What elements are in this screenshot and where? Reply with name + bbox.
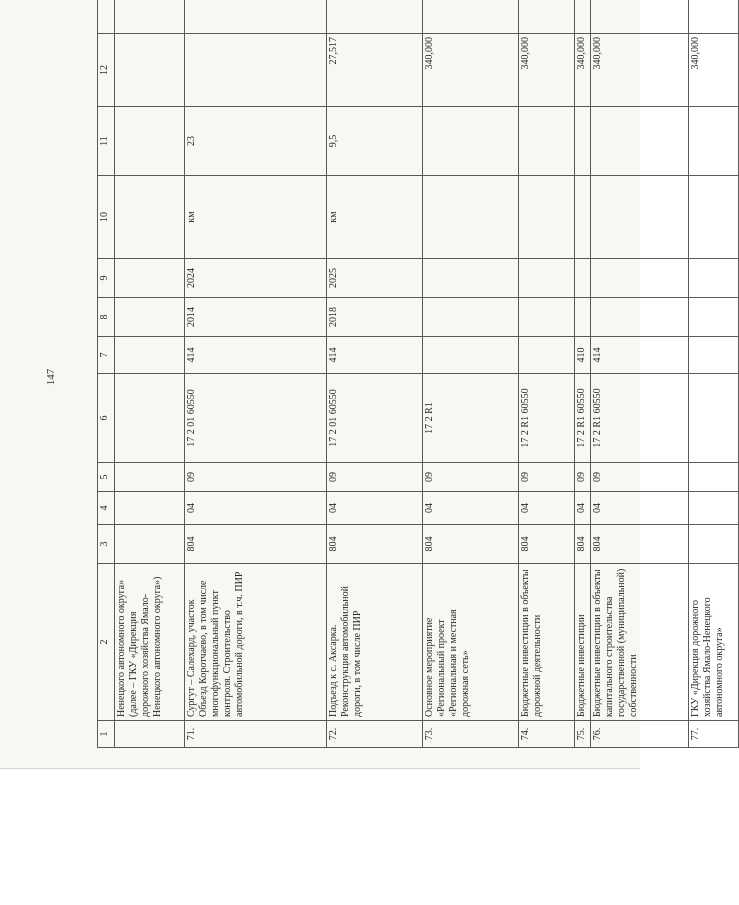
table-cell-c1: 73. xyxy=(423,721,519,748)
header-cell xyxy=(98,0,115,34)
table-cell-c6: 17 2 R1 60550 xyxy=(519,374,575,463)
table-cell-c9 xyxy=(115,259,185,298)
table-cell-c8 xyxy=(115,298,185,337)
table-cell-c9 xyxy=(423,259,519,298)
table-cell-c10 xyxy=(519,176,575,259)
table-cell-c11: 9,5 xyxy=(327,107,423,176)
table-cell-c3 xyxy=(115,525,185,564)
page-number: 147 xyxy=(45,368,57,386)
table-cell-c9 xyxy=(689,259,739,298)
header-cell: 4 xyxy=(98,492,115,525)
table-cell-c2: Основное мероприятие «Региональный проект «Региональная и местная дорожная сеть» xyxy=(423,564,519,721)
table-cell-c13 xyxy=(185,0,327,34)
table-cell-c5: 09 xyxy=(591,463,689,492)
table-container xyxy=(97,18,725,766)
table-cell-c4: 04 xyxy=(185,492,327,525)
table-cell-c6 xyxy=(115,374,185,463)
table-cell-c8: 2014 xyxy=(185,298,327,337)
header-row xyxy=(98,0,115,748)
table-cell-c13 xyxy=(423,0,519,34)
table-cell-c10 xyxy=(689,176,739,259)
rotated-table-frame xyxy=(97,18,725,748)
table-cell-c10 xyxy=(115,176,185,259)
table-cell-c3 xyxy=(689,525,739,564)
table-cell-c4: 04 xyxy=(591,492,689,525)
table-cell-c3: 804 xyxy=(185,525,327,564)
table-cell-c7: 414 xyxy=(591,337,689,374)
table-cell-c5: 09 xyxy=(327,463,423,492)
header-cell: 12 xyxy=(98,34,115,107)
table-cell-c2: Ненецкого автономного округа» (далее – ГКУ «Дирекция дорожного хозяйства Ямало-Ненецкого автономного округа») xyxy=(115,564,185,721)
table-row xyxy=(327,0,423,748)
header-cell: 6 xyxy=(98,374,115,463)
table-cell-c1 xyxy=(115,721,185,748)
table-cell-c8: 2018 xyxy=(327,298,423,337)
table-cell-c10: км xyxy=(185,176,327,259)
table-cell-c12 xyxy=(115,34,185,107)
table-row xyxy=(575,0,591,748)
table-cell-c6 xyxy=(689,374,739,463)
table-cell-c3: 804 xyxy=(575,525,591,564)
header-cell: 8 xyxy=(98,298,115,337)
table-cell-c3: 804 xyxy=(591,525,689,564)
table-body xyxy=(115,0,739,748)
table-cell-c7: 414 xyxy=(327,337,423,374)
table-cell-c5: 09 xyxy=(185,463,327,492)
table-cell-c12: 340,000 xyxy=(423,34,519,107)
table-cell-c5: 09 xyxy=(575,463,591,492)
table-cell-c7 xyxy=(519,337,575,374)
table-cell-c10: км xyxy=(327,176,423,259)
table-cell-c13 xyxy=(591,0,689,34)
table-cell-c5 xyxy=(115,463,185,492)
table-cell-c12: 27,517 xyxy=(327,34,423,107)
header-cell: 7 xyxy=(98,337,115,374)
table-cell-c5 xyxy=(689,463,739,492)
table-cell-c7 xyxy=(423,337,519,374)
table-cell-c1: 75. xyxy=(575,721,591,748)
table-cell-c8 xyxy=(689,298,739,337)
table-cell-c12: 340,000 xyxy=(591,34,689,107)
table-cell-c11 xyxy=(423,107,519,176)
table-cell-c12: 340,000 xyxy=(519,34,575,107)
table-row xyxy=(689,0,739,748)
table-cell-c7: 414 xyxy=(185,337,327,374)
table-cell-c7 xyxy=(689,337,739,374)
table-row xyxy=(185,0,327,748)
table-cell-c9: 2024 xyxy=(185,259,327,298)
header-cell: 5 xyxy=(98,463,115,492)
table-cell-c2: Бюджетные инвестиции в объекты дорожной деятельности xyxy=(519,564,575,721)
table-cell-c2: ГКУ «Дирекция дорожного хозяйства Ямало-Ненецкого автономного округа» xyxy=(689,564,739,721)
table-cell-c4 xyxy=(689,492,739,525)
header-cell: 1 xyxy=(98,721,115,748)
table-cell-c11: 23 xyxy=(185,107,327,176)
table-cell-c4 xyxy=(115,492,185,525)
table-cell-c6: 17 2 R1 60550 xyxy=(591,374,689,463)
table-cell-c11 xyxy=(115,107,185,176)
table-cell-c8 xyxy=(519,298,575,337)
table-cell-c1: 76. xyxy=(591,721,689,748)
table-cell-c1: 71. xyxy=(185,721,327,748)
table-cell-c2: Бюджетные инвестиции в объекты капитального строительства государственной (муниципальной) собственности xyxy=(591,564,689,721)
header-cell: 2 xyxy=(98,564,115,721)
header-cell: 11 xyxy=(98,107,115,176)
table-cell-c1: 72. xyxy=(327,721,423,748)
table-cell-c3: 804 xyxy=(327,525,423,564)
table-cell-c11 xyxy=(519,107,575,176)
table-cell-c7: 410 xyxy=(575,337,591,374)
table-cell-c1: 74. xyxy=(519,721,575,748)
table-cell-c1: 77. xyxy=(689,721,739,748)
table-cell-c10 xyxy=(575,176,591,259)
header-cell: 3 xyxy=(98,525,115,564)
table-cell-c6: 17 2 01 60550 xyxy=(185,374,327,463)
table-cell-c12 xyxy=(185,34,327,107)
table-cell-c5: 09 xyxy=(519,463,575,492)
table-cell-c13 xyxy=(689,0,739,34)
table-cell-c12: 340,000 xyxy=(575,34,591,107)
table-cell-c13 xyxy=(519,0,575,34)
table-cell-c5: 09 xyxy=(423,463,519,492)
table-cell-c13 xyxy=(115,0,185,34)
budget-table xyxy=(97,0,739,748)
table-cell-c6: 17 2 R1 xyxy=(423,374,519,463)
table-cell-c11 xyxy=(689,107,739,176)
table-cell-c4: 04 xyxy=(327,492,423,525)
table-cell-c2: Подъезд к с. Аксарка. Реконструкция автомобильной дороги, в том числе ПИР xyxy=(327,564,423,721)
table-cell-c2: Сургут – Салехард, участок Объезд Коротчаево, в том числе многофункциональный пункт контроля. Строительство автомобильной дороги, в т.ч. ПИР xyxy=(185,564,327,721)
table-cell-c8 xyxy=(575,298,591,337)
table-cell-c10 xyxy=(591,176,689,259)
table-cell-c11 xyxy=(575,107,591,176)
table-cell-c3: 804 xyxy=(519,525,575,564)
table-row xyxy=(423,0,519,748)
table-cell-c6: 17 2 01 60550 xyxy=(327,374,423,463)
table-row xyxy=(591,0,689,748)
table-cell-c7 xyxy=(115,337,185,374)
table-cell-c4: 04 xyxy=(423,492,519,525)
table-cell-c6: 17 2 R1 60550 xyxy=(575,374,591,463)
table-cell-c13 xyxy=(327,0,423,34)
table-cell-c9 xyxy=(519,259,575,298)
table-cell-c13 xyxy=(575,0,591,34)
table-cell-c3: 804 xyxy=(423,525,519,564)
table-cell-c9 xyxy=(575,259,591,298)
table-cell-c4: 04 xyxy=(519,492,575,525)
table-row xyxy=(115,0,185,748)
table-cell-c12: 340,000 xyxy=(689,34,739,107)
table-cell-c9: 2025 xyxy=(327,259,423,298)
header-cell: 9 xyxy=(98,259,115,298)
header-cell: 10 xyxy=(98,176,115,259)
table-cell-c8 xyxy=(591,298,689,337)
table-cell-c2: Бюджетные инвестиции xyxy=(575,564,591,721)
table-cell-c8 xyxy=(423,298,519,337)
table-cell-c10 xyxy=(423,176,519,259)
table-cell-c9 xyxy=(591,259,689,298)
table-cell-c4: 04 xyxy=(575,492,591,525)
table-cell-c11 xyxy=(591,107,689,176)
table-row xyxy=(519,0,575,748)
